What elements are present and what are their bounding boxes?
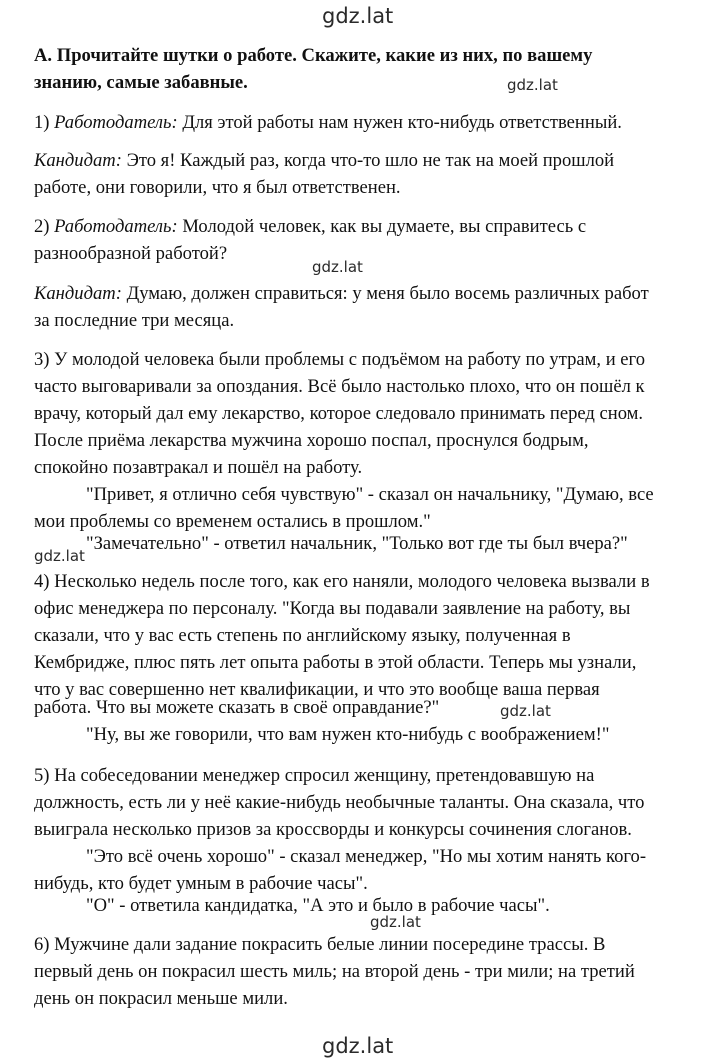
joke5-quote: "Это всё очень хорошо" - сказал менеджер, "Но мы хотим нанять кого- (86, 846, 647, 867)
watermark: gdz.lat (370, 913, 421, 931)
joke5-line: выиграла несколько призов за кроссворды и конкурсы сочинения слоганов. (34, 819, 632, 840)
watermark: gdz.lat (34, 547, 85, 565)
watermark: gdz.lat (312, 258, 363, 276)
watermark-bottom: gdz.lat (322, 1034, 394, 1058)
joke5-line: должность, есть ли у неё какие-нибудь необычные таланты. Она сказала, что (34, 792, 645, 813)
joke3-line: После приёма лекарства мужчина хорошо поспал, проснулся бодрым, (34, 430, 589, 451)
joke4-punchline: "Ну, вы же говорили, что вам нужен кто-нибудь с воображением!" (86, 724, 610, 745)
joke4-line: офис менеджера по персоналу. "Когда вы подавали заявление на работу, вы (34, 598, 631, 619)
joke-number: 1) (34, 112, 50, 133)
employer-text: Молодой человек, как вы думаете, вы справитесь с (182, 216, 587, 237)
joke4-line: сказали, что у вас есть степень по английскому языку, полученная в (34, 625, 571, 646)
joke3-line: часто выговаривали за опоздания. Всё было настолько плохо, что он пошёл к (34, 376, 645, 397)
joke2-employer-cont: разнообразной работой? (34, 243, 228, 264)
joke4-line: Кембридже, плюс пять лет опыта работы в этой области. Теперь мы узнали, (34, 652, 637, 673)
joke1-candidate-cont: работе, они говорили, что я был ответственен. (34, 177, 401, 198)
joke3-punchline: "Замечательно" - ответил начальник, "Только вот где ты был вчера?" (86, 533, 628, 554)
candidate-text: Это я! Каждый раз, когда что-то шло не так на моей прошлой (126, 150, 615, 171)
joke2-candidate-cont: за последние три месяца. (34, 310, 235, 331)
role-employer: Работодатель: (54, 216, 178, 237)
joke4-line: что у вас совершенно нет квалификации, и что это вообще ваша первая (34, 679, 600, 700)
employer-text: Для этой работы нам нужен кто-нибудь ответственный. (182, 112, 622, 133)
joke5-quote-cont: нибудь, кто будет умным в рабочие часы". (34, 873, 368, 894)
joke2-candidate (34, 280, 649, 307)
task-heading: A. Прочитайте шутки о работе. Скажите, какие из них, по вашему (34, 45, 593, 66)
joke4-line: работа. Что вы можете сказать в своё оправдание?" (34, 697, 440, 718)
role-employer: Работодатель: (54, 112, 178, 133)
joke1-employer (34, 109, 622, 136)
candidate-text: Думаю, должен справиться: у меня было восемь различных работ (126, 283, 649, 304)
task-heading-cont: знанию, самые забавные. (34, 72, 248, 93)
joke-number: 2) (34, 216, 50, 237)
role-candidate: Кандидат: (34, 283, 122, 304)
watermark: gdz.lat (500, 702, 551, 720)
role-candidate: Кандидат: (34, 150, 122, 171)
joke3-quote-cont: мои проблемы со временем остались в прошлом." (34, 511, 431, 532)
joke4-line: 4) Несколько недель после того, как его наняли, молодого человека вызвали в (34, 571, 650, 592)
watermark-top: gdz.lat (322, 4, 394, 28)
joke3-line: врачу, который дал ему лекарство, которое следовало принимать перед сном. (34, 403, 644, 424)
joke6-line: 6) Мужчине дали задание покрасить белые линии посередине трассы. В (34, 934, 606, 955)
watermark: gdz.lat (507, 76, 558, 94)
joke3-quote: "Привет, я отлично себя чувствую" - сказал он начальнику, "Думаю, все (86, 484, 654, 505)
joke2-employer (34, 213, 586, 240)
joke6-line: первый день он покрасил шесть миль; на второй день - три мили; на третий (34, 961, 635, 982)
joke5-line: 5) На собеседовании менеджер спросил женщину, претендовавшую на (34, 765, 595, 786)
joke6-line: день он покрасил меньше мили. (34, 988, 288, 1009)
joke3-line: 3) У молодой человека были проблемы с подъёмом на работу по утрам, и его (34, 349, 646, 370)
joke1-candidate (34, 147, 614, 174)
joke3-line: спокойно позавтракал и пошёл на работу. (34, 457, 363, 478)
joke5-punchline: "О" - ответила кандидатка, "А это и было в рабочие часы". (86, 895, 550, 916)
